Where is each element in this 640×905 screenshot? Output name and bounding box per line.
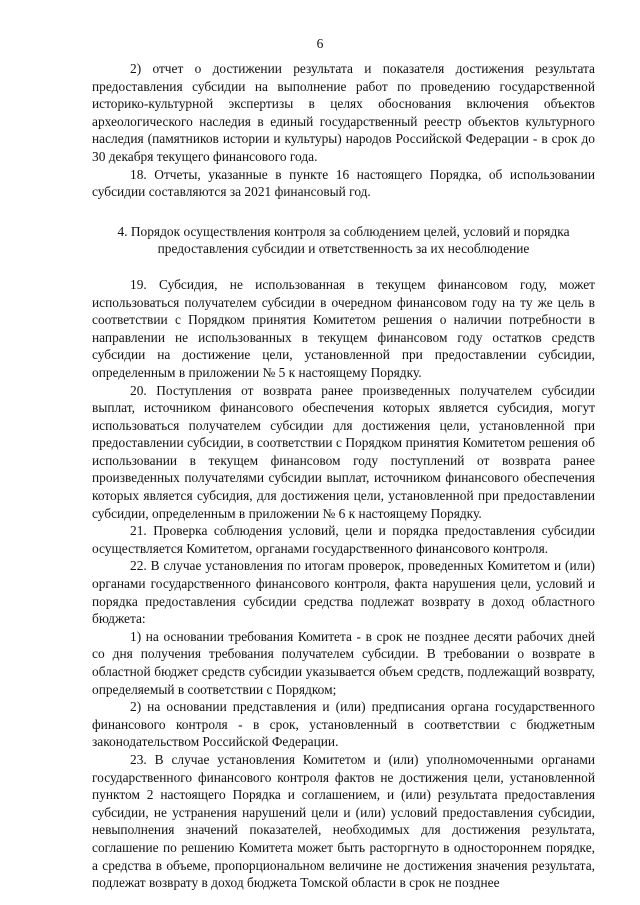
paragraph-22-item-1: 1) на основании требования Комитета - в срок не позднее десяти рабочих дней со дня получения требования получателем субсидии. В требовании о возврате в областной бюджет средств субсидии указывается объем средств, подлежащий возврату, определяемый в соответствии с Порядком;: [92, 628, 595, 697]
paragraph-23: 23. В случае установления Комитетом и (или) уполномоченными органами государственного финансового контроля фактов не достижения цели, установленной пунктом 2 настоящего Порядка и соглашением, и (или) результата предоставления субсидии, не устранения нарушений цели и (или) условий предоставления субсидии, невыполнения значений показателей, необходимых для достижения результата, соглашение по решению Комитета может быть расторгнуто в одностороннем порядке, а средства в объеме, пропорциональном величине не достижения значения результата, подлежат возврату в доход бюджета Томской области в срок не позднее: [92, 751, 595, 891]
paragraph-17-item-2: 2) отчет о достижении результата и показателя достижения результата предоставления субсидии на выполнение работ по проведению государственной историко-культурной экспертизы в целях обоснования включения объектов археологического наследия в единый государственный реестр объектов культурного наследия (памятников истории и культуры) народов Российской Федерации - в срок до 30 декабря текущего финансового года.: [92, 61, 595, 164]
paragraph-22-item-2: 2) на основании представления и (или) предписания органа государственного финансового контроля - в срок, установленный в соответствии с бюджетным законодательством Российской Федерации.: [92, 699, 595, 750]
document-body: [92, 60, 595, 892]
paragraph-20: 20. Поступления от возврата ранее произведенных получателем субсидии выплат, источником финансового обеспечения которых является субсидия, могут использоваться получателем субсидии для достижения цели, установленной при предоставлении субсидии, в соответствии с Порядком принятия Комитетом решения об использовании в текущем финансовом году поступлений от возврата ранее произведенных получателями субсидии выплат, источником финансового обеспечения которых является субсидия, для достижения цели, установленной при предоставлении субсидии, определенным в приложении № 6 к настоящему Порядку.: [92, 382, 595, 521]
paragraph-19: 19. Субсидия, не использованная в текущем финансовом году, может использоваться получателем субсидии в очередном финансовом году на ту же цель в соответствии с Порядком принятия Комитетом решения о наличии потребности в направлении не использованных в текущем финансовом году остатков средств субсидии на достижение цели, установленной при предоставлении субсидии, определенным в приложении № 5 к настоящему Порядку.: [92, 276, 595, 380]
section-heading-line-2: предоставления субсидии и ответственность за их несоблюдение: [157, 241, 530, 257]
paragraph-18: 18. Отчеты, указанные в пункте 16 настоящего Порядка, об использовании субсидии составляются за 2021 финансовый год.: [92, 166, 595, 200]
paragraph-22: 22. В случае установления по итогам проверок, проведенных Комитетом и (или) органами государственного финансового контроля, факта нарушения цели, условий и порядка предоставления субсидии средства подлежат возврату в доход областного бюджета:: [92, 558, 595, 627]
paragraph-21: 21. Проверка соблюдения условий, цели и порядка предоставления субсидии осуществляется Комитетом, органами государственного финансового контроля.: [92, 523, 595, 556]
section-heading-line-1: 4. Порядок осуществления контроля за соблюдением целей, условий и порядка: [117, 223, 570, 239]
page-number: 6: [316, 36, 324, 51]
section-heading-4: [92, 223, 595, 258]
